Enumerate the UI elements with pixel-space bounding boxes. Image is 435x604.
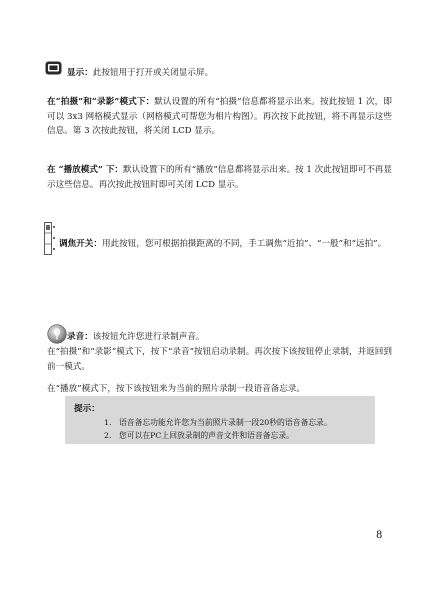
- record-paragraph-1: [67, 330, 387, 345]
- capture-mode-paragraph: [47, 95, 392, 139]
- tip-item-number: 1.: [104, 418, 112, 427]
- focus-paragraph: [47, 237, 392, 252]
- tip-item-text: 您可以在PC上回放录制的声音文件和语音备忘录。: [119, 431, 294, 440]
- playback-mode-paragraph: [47, 163, 392, 192]
- capture-mode-label: 在“拍摄”和“录影”模式下：: [47, 97, 155, 107]
- display-label: 显示：: [67, 68, 93, 78]
- focus-text: 用此按钮，您可根据拍摄距离的不同，手工调焦“近拍”、“一般”和“远拍”。: [101, 239, 387, 249]
- page-number: 8: [376, 530, 383, 541]
- record-text-2: 在“拍摄”和“录影”模式下，按下“录音”按钮启动录制。再次按下该按钮停止录制，并返回到前一模式。: [47, 347, 392, 372]
- record-paragraph-2: [47, 345, 392, 374]
- tip-item-text: 语音备忘功能允许您为当前照片录制一段20秒的语音备忘录。: [119, 418, 332, 427]
- display-text: 此按钮用于打开或关闭显示屏。: [92, 68, 214, 78]
- tip-item: [104, 417, 332, 429]
- record-text: 该按钮允许您进行录制声音。: [92, 332, 205, 342]
- playback-mode-text: 默认设置下的所有“播放”信息都将显示出来。按 1 次此按钮即可不再显示这些信息。再次按此按钮时即可关闭 LCD 显示。: [47, 165, 392, 190]
- tip-title: 提示：: [74, 404, 100, 414]
- record-playback-text: [47, 382, 392, 397]
- focus-label: 调焦开关：: [59, 239, 102, 249]
- record-text-3: 在“播放”模式下，按下该按钮来为当前的照片录制一段语音备忘录。: [47, 384, 306, 394]
- tip-item: [104, 430, 294, 442]
- display-paragraph: [67, 66, 367, 81]
- record-label: 录音：: [67, 332, 93, 342]
- display-icon: [45, 61, 62, 75]
- playback-mode-label: 在 “播放模式” 下：: [47, 165, 124, 175]
- tip-item-number: 2.: [104, 431, 112, 440]
- microphone-icon: [47, 324, 67, 344]
- capture-mode-text: 默认设置的所有“拍摄”信息都将显示出来。按此按钮 1 次，即可以 3x3 网格模式显示（网格模式可帮您为相片构图）。再次按下此按钮，将不再显示这些信息。第 3 次按此按钮，将关闭 LCD 显示。: [47, 97, 392, 136]
